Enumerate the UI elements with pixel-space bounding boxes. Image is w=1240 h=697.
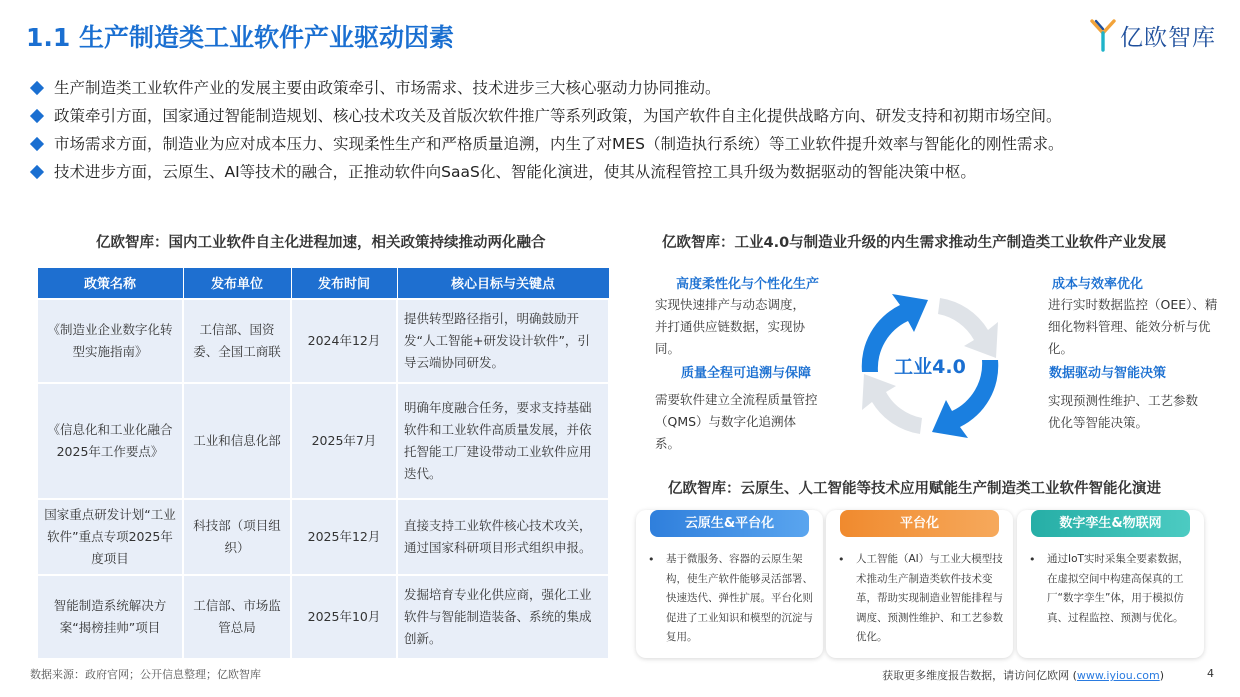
- bullet-item: [30, 130, 1230, 158]
- need-text-flexible: 实现快速排产与动态调度，并打通供应链数据，实现协同。: [655, 297, 806, 356]
- bullet-item: [30, 74, 1230, 102]
- bullet-text: 政策牵引方面，国家通过智能制造规划、核心技术攻关及首版次软件推广等系列政策，为国产软件自主化提供战略方向、研发支持和初期市场空间。: [54, 107, 1062, 125]
- table-row: [37, 499, 609, 575]
- footer-more-suffix: ): [1159, 669, 1164, 682]
- date-cell: 2025年12月: [291, 499, 397, 575]
- page-title: 1.1 生产制造类工业软件产业驱动因素: [26, 23, 454, 52]
- card-header: 云原生&平台化: [650, 510, 809, 537]
- intro-bullets: [30, 74, 1230, 186]
- page-number: 4: [1207, 667, 1214, 680]
- demand-section-title: 亿欧智库：工业4.0与制造业升级的内生需求推动生产制造类工业软件产业发展: [662, 235, 1167, 251]
- goal-cell: 发掘培育专业化供应商，强化工业软件与智能制造装备、系统的集成创新。: [397, 575, 609, 659]
- diamond-bullet-icon: [30, 109, 44, 123]
- goal-cell: 直接支持工业软件核心技术攻关，通过国家科研项目形式组织申报。: [397, 499, 609, 575]
- bullet-dot-icon: •: [648, 553, 655, 566]
- bullet-text: 生产制造类工业软件产业的发展主要由政策牵引、市场需求、技术进步三大核心驱动力协同推动。: [54, 79, 721, 97]
- diamond-bullet-icon: [30, 81, 44, 95]
- diamond-bullet-icon: [30, 165, 44, 179]
- logo-text: 亿欧智库: [1120, 24, 1216, 51]
- issuer-cell: 科技部（项目组织）: [183, 499, 291, 575]
- policy-name-cell: 《制造业企业数字化转型实施指南》: [37, 299, 183, 383]
- policy-table: [36, 267, 610, 660]
- need-text-quality: 需要软件建立全流程质量管控（QMS）与数字化追溯体系。: [655, 392, 818, 451]
- table-row: [37, 383, 609, 499]
- column-header: 发布时间: [291, 268, 397, 299]
- policy-section-title: 亿欧智库：国内工业软件自主化进程加速，相关政策持续推动两化融合: [96, 235, 546, 251]
- table-row: [37, 299, 609, 383]
- issuer-cell: 工业和信息化部: [183, 383, 291, 499]
- card-text: 通过IoT实时采集全要素数据，在虚拟空间中构建高保真的工厂“数字孪生”体，用于模拟仿真、过程监控、预测与优化。: [1047, 553, 1189, 624]
- bullet-item: [30, 158, 1230, 186]
- card-body: [1029, 550, 1194, 628]
- cycle-center-label: 工业4.0: [894, 356, 966, 378]
- table-row: [37, 575, 609, 659]
- cycle-diagram: [838, 282, 1022, 450]
- goal-cell: 明确年度融合任务，要求支持基础软件和工业软件高质量发展，并依托智能工厂建设带动工业软件应用迭代。: [397, 383, 609, 499]
- need-text-cost: 进行实时数据监控（OEE）、精细化物料管理、能效分析与优化。: [1048, 297, 1218, 356]
- column-header: 政策名称: [37, 268, 183, 299]
- need-text-data: 实现预测性维护、工艺参数优化等智能决策。: [1048, 393, 1199, 430]
- policy-name-cell: 《信息化和工业化融合2025年工作要点》: [37, 383, 183, 499]
- date-cell: 2025年10月: [291, 575, 397, 659]
- card-body: [648, 550, 813, 648]
- card-text: 人工智能（AI）与工业大模型技术推动生产制造类软件技术变革，帮助实现制造业智能排程与调度、预测性维护、和工艺参数优化。: [856, 553, 1003, 643]
- bullet-text: 技术进步方面，云原生、AI等技术的融合，正推动软件向SaaS化、智能化演进，使其从流程管控工具升级为数据驱动的智能决策中枢。: [54, 163, 976, 181]
- issuer-cell: 工信部、国资委、全国工商联: [183, 299, 291, 383]
- need-title-cost: 成本与效率优化: [1052, 277, 1144, 292]
- policy-name-cell: 智能制造系统解决方案“揭榜挂帅”项目: [37, 575, 183, 659]
- date-cell: 2025年7月: [291, 383, 397, 499]
- logo-mark-icon: [1090, 18, 1116, 52]
- logo: [1090, 18, 1216, 52]
- tech-card-cloud: [636, 510, 823, 658]
- tech-card-platform: [826, 510, 1013, 658]
- goal-cell: 提供转型路径指引，明确鼓励开发“人工智能+研发设计软件”，引导云端协同研发。: [397, 299, 609, 383]
- policy-name-cell: 国家重点研发计划“工业软件”重点专项2025年度项目: [37, 499, 183, 575]
- footer-more-prefix: 获取更多维度报告数据，请访问亿欧网 (: [882, 669, 1077, 682]
- bullet-dot-icon: •: [1029, 553, 1036, 566]
- tech-card-digital-twin: [1017, 510, 1204, 658]
- tech-section-title: 亿欧智库：云原生、人工智能等技术应用赋能生产制造类工业软件智能化演进: [668, 481, 1161, 497]
- column-header: 发布单位: [183, 268, 291, 299]
- bullet-dot-icon: •: [838, 553, 845, 566]
- data-source: 数据来源：政府官网；公开信息整理；亿欧智库: [30, 668, 261, 681]
- issuer-cell: 工信部、市场监管总局: [183, 575, 291, 659]
- date-cell: 2024年12月: [291, 299, 397, 383]
- bullet-text: 市场需求方面，制造业为应对成本压力、实现柔性生产和严格质量追溯，内生了对MES（制造执行系统）等工业软件提升效率与智能化的刚性需求。: [54, 135, 1064, 153]
- card-body: [838, 550, 1003, 648]
- card-text: 基于微服务、容器的云原生架构，使生产软件能够灵活部署、快速迭代、弹性扩展。平台化则促进了工业知识和模型的沉淀与复用。: [666, 553, 813, 643]
- need-title-flexible: 高度柔性化与个性化生产: [676, 277, 820, 292]
- diamond-bullet-icon: [30, 137, 44, 151]
- need-title-data: 数据驱动与智能决策: [1049, 366, 1167, 381]
- card-header: 平台化: [840, 510, 999, 537]
- footer-more: [882, 667, 1164, 683]
- bullet-item: [30, 102, 1230, 130]
- website-link[interactable]: www.iyiou.com: [1076, 669, 1160, 682]
- need-title-quality: 质量全程可追溯与保障: [681, 366, 812, 381]
- table-header-row: [37, 268, 609, 299]
- card-header: 数字孪生&物联网: [1031, 510, 1190, 537]
- column-header: 核心目标与关键点: [397, 268, 609, 299]
